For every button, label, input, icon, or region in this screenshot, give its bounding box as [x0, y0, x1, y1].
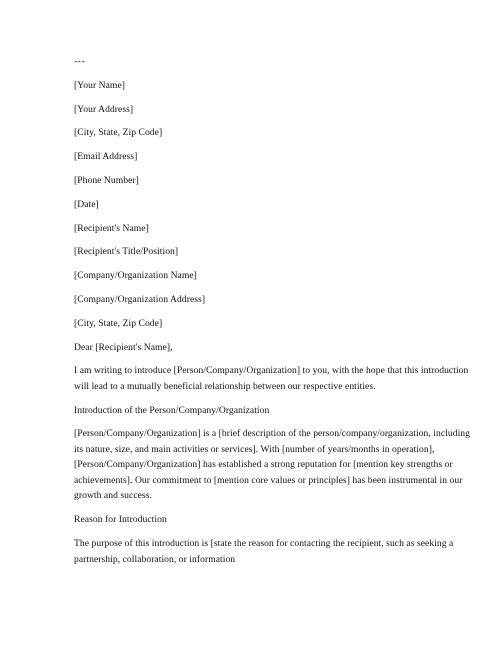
introduction-paragraph: [Person/Company/Organization] is a [brief description of the person/company/organization, including its nature, size, and main activities or services]. With [number of years/months in operation], [Person/Company/Organization] has established a strong reputation for [mention key strengths or achievements]. Our commitment to [mention core values or principles] has been instrumental in our growth and success. [74, 428, 470, 502]
letter-date: [Date] [74, 198, 99, 210]
section-heading-introduction: Introduction of the Person/Company/Organization [74, 404, 270, 416]
intro-paragraph: I am writing to introduce [Person/Company/Organization] to you, with the hope that this introduction will lead to a mutually beneficial relationship between our respective entities. [74, 365, 469, 392]
reason-paragraph: The purpose of this introduction is [state the reason for contacting the recipient, such as seeking a partnership, collaboration, or information [74, 538, 454, 565]
separator-line: --- [74, 56, 86, 67]
recipient-company: [Company/Organization Name] [74, 270, 197, 282]
sender-name: [Your Name] [74, 79, 126, 91]
section-heading-reason: Reason for Introduction [74, 514, 167, 526]
recipient-company-address: [Company/Organization Address] [74, 293, 206, 305]
sender-address: [Your Address] [74, 103, 134, 115]
letter-body [74, 54, 480, 575]
salutation: Dear [Recipient's Name], [74, 341, 173, 353]
recipient-title: [Recipient's Title/Position] [74, 246, 179, 258]
sender-phone: [Phone Number] [74, 174, 139, 186]
recipient-name: [Recipient's Name] [74, 222, 149, 234]
sender-email: [Email Address] [74, 151, 138, 163]
recipient-city-state-zip: [City, State, Zip Code] [74, 317, 163, 329]
sender-city-state-zip: [City, State, Zip Code] [74, 127, 163, 139]
